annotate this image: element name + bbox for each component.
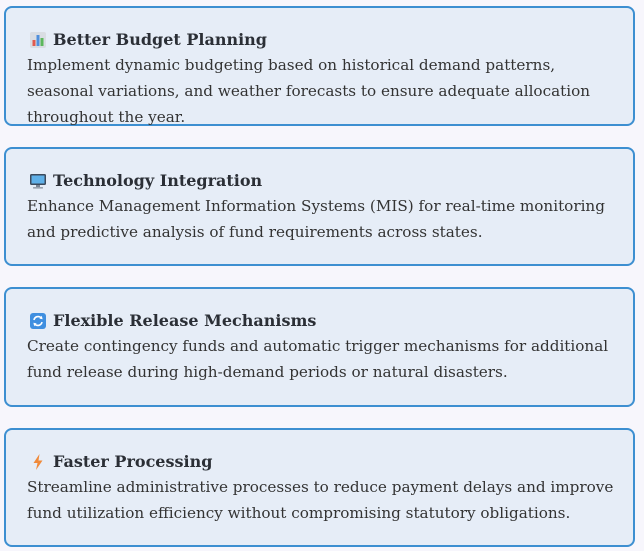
card-description: Enhance Management Information Systems (MIS) for real-time monitoring and predictive analysis of fund requirements across states. bbox=[27, 197, 605, 241]
card-title: Flexible Release Mechanisms bbox=[53, 311, 317, 330]
card-title-row bbox=[27, 309, 633, 333]
card-title: Better Budget Planning bbox=[53, 30, 267, 49]
card-better-budget-planning bbox=[4, 6, 635, 126]
card-title: Technology Integration bbox=[53, 171, 263, 190]
card-technology-integration bbox=[4, 147, 635, 266]
card-description: Create contingency funds and automatic trigger mechanisms for additional fund release during high-demand periods or natural disasters. bbox=[27, 337, 609, 381]
refresh-icon bbox=[29, 312, 47, 330]
card-description: Implement dynamic budgeting based on historical demand patterns, seasonal variations, and weather forecasts to ensure adequate allocation throughout the year. bbox=[27, 56, 591, 126]
card-flexible-release-mechanisms bbox=[4, 287, 635, 407]
card-title-row bbox=[27, 450, 633, 474]
lightning-icon bbox=[29, 453, 47, 471]
card-title-row bbox=[27, 169, 633, 193]
bar-chart-icon bbox=[29, 31, 47, 49]
card-faster-processing bbox=[4, 428, 635, 547]
computer-icon bbox=[29, 172, 47, 190]
card-title-row bbox=[27, 28, 633, 52]
card-title: Faster Processing bbox=[53, 452, 213, 471]
card-description: Streamline administrative processes to reduce payment delays and improve fund utilization efficiency without compromising statutory obligations. bbox=[27, 478, 614, 522]
